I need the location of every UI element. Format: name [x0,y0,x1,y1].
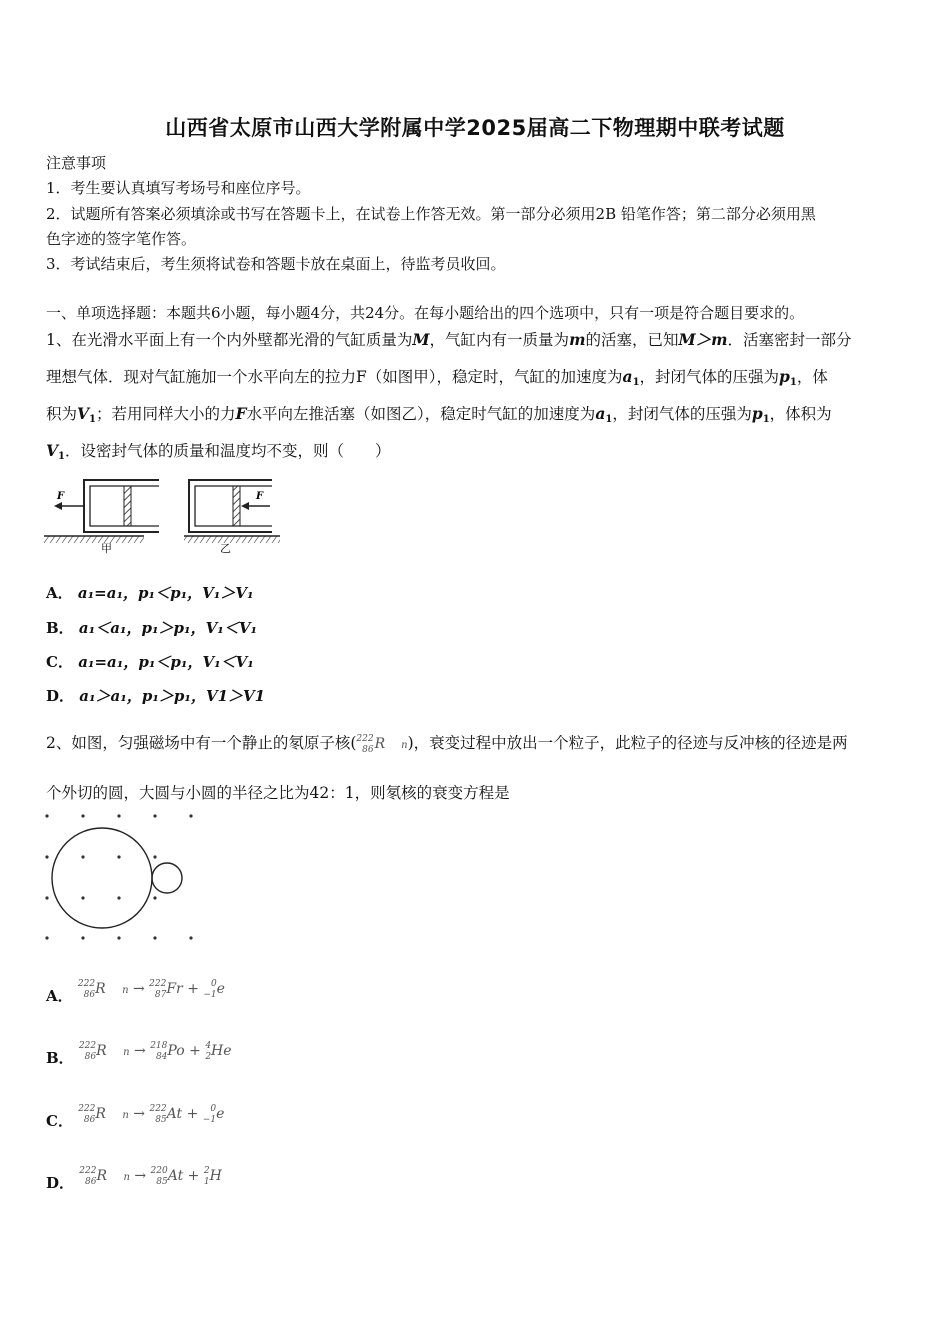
large-track-circle [52,828,152,928]
field-dots [45,814,192,939]
figure-yi [184,480,280,543]
page-title: 山西省太原市山西大学附属中学2025届高二下物理期中联考试题 [165,116,785,140]
q1-figure [44,474,280,556]
radon-nucleus: 222 86R n [356,734,408,755]
q1-line-3: 积为$V_1$；若用同样大小的力F水平向左推活塞（如图乙），稳定时气缸的加速度为$a_1$，封闭气体的压强为$p_1$，体积为 [46,404,832,425]
notice-heading: 注意事项 [46,154,107,172]
small-track-circle [152,863,182,893]
q1-option-b[interactable]: B． a₁＜a₁，p₁＞p₁，V₁＜V₁ [46,619,258,637]
q2-option-a[interactable]: A． 222 86R n → 222 87Fr + 0 −1e [46,979,225,1005]
q2-option-c[interactable]: C． 222 86R n → 222 85At + 0 −1e [46,1104,225,1130]
figure-jia [44,480,159,543]
notice-item-1: 1．考生要认真填写考场号和座位序号。 [46,179,311,197]
q1-line-1: 1、在光滑水平面上有一个内外壁都光滑的气缸质量为M，气缸内有一质量为m的活塞，已知M＞m．活塞密封一部分 [46,330,852,349]
q1-option-d[interactable]: D． a₁＞a₁，p₁＞p₁，V1＞V1 [46,687,266,705]
force-label-yi: F [256,491,264,502]
notice-item-2-cont: 色字迹的签字笔作答。 [46,230,197,248]
figure-label-yi: 乙 [220,542,231,555]
figure-label-jia: 甲 [101,542,112,555]
q1-option-c[interactable]: C． a₁=a₁，p₁＜p₁，V₁＜V₁ [46,653,254,671]
q1-line-4: $V_1$．设密封气体的质量和温度均不变，则（ ） [46,441,391,462]
q2-option-b[interactable]: B． 222 86R n → 218 84Po + 4 2He [46,1041,232,1067]
q2-line-2: 个外切的圆，大圆与小圆的半径之比为42：1，则氡核的衰变方程是 [46,784,510,802]
notice-item-2: 2．试题所有答案必须填涂或书写在答题卡上，在试卷上作答无效。第一部分必须用2B 铅笔作答；第二部分必须用黑 [46,205,816,223]
q1-option-a[interactable]: A． a₁=a₁，p₁＜p₁，V₁＞V₁ [46,584,254,602]
section-heading: 一、单项选择题：本题共6小题，每小题4分，共24分。在每小题给出的四个选项中，只有一项是符合题目要求的。 [46,304,805,322]
q2-option-d[interactable]: D． 222 86R n → 220 85At + 2 1H [46,1166,222,1192]
q2-figure [40,810,200,945]
notice-item-3: 3．考试结束后，考生须将试卷和答题卡放在桌面上，待监考员收回。 [46,255,506,273]
q1-line-2: 理想气体．现对气缸施加一个水平向左的拉力F（如图甲），稳定时，气缸的加速度为$a_1$，封闭气体的压强为$p_1$，体 [46,367,828,388]
q2-line-1: 2、如图，匀强磁场中有一个静止的氡原子核(222 86R n)，衰变过程中放出一个粒子，此粒子的径迹与反冲核的径迹是两 [46,734,848,755]
force-label-jia: F [57,491,65,502]
